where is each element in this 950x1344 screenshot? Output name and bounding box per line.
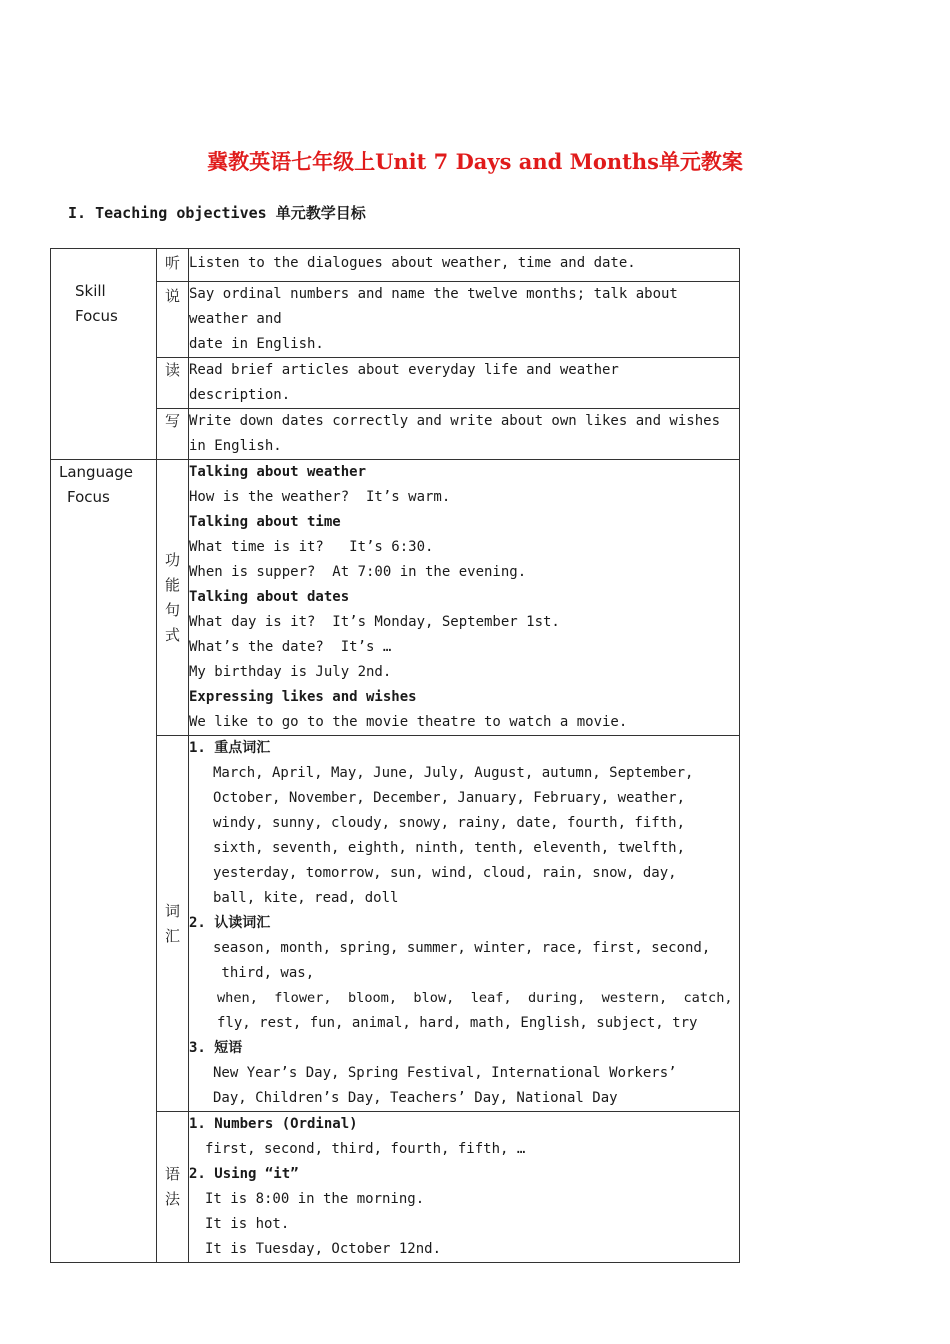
vocab-line: New Year’s Day, Spring Festival, International Workers’ — [213, 1065, 677, 1081]
function-line: What’s the date? It’s … — [189, 639, 392, 655]
skill-content-read — [189, 358, 740, 409]
text-line: Read brief articles about everyday life and weather — [189, 362, 619, 378]
skill-focus-label — [51, 249, 157, 460]
grammar-line: It is hot. — [205, 1216, 290, 1232]
skill-row-listen — [51, 249, 740, 282]
grammar-heading-it: 2. Using “it” — [189, 1166, 299, 1182]
vocab-line: windy, sunny, cloudy, snowy, rainy, date, fourth, fifth, — [213, 815, 686, 831]
text-line: date in English. — [189, 336, 324, 352]
skill-label-line2: Focus — [75, 307, 118, 325]
functions-sub-label: 功 能 句 式 — [157, 460, 189, 736]
vocabulary-sub-label: 词 汇 — [157, 736, 189, 1112]
grammar-line: It is 8:00 in the morning. — [205, 1191, 425, 1207]
language-row-functions — [51, 460, 740, 736]
objectives-table — [50, 248, 740, 1263]
language-label-line2: Focus — [67, 488, 110, 506]
grammar-heading-ordinal: 1. Numbers (Ordinal) — [189, 1116, 358, 1132]
function-line: My birthday is July 2nd. — [189, 664, 392, 680]
vocab-heading-phrases: 3. 短语 — [189, 1040, 243, 1056]
skill-content-speak — [189, 282, 740, 358]
vocab-line: season, month, spring, summer, winter, race, first, second, — [213, 940, 711, 956]
vocab-heading-key: 1. 重点词汇 — [189, 740, 271, 756]
skill-content-write — [189, 409, 740, 460]
vocab-line: October, November, December, January, February, weather, — [213, 790, 686, 806]
skill-sub-speak: 说 — [157, 282, 189, 358]
function-heading: Expressing likes and wishes — [189, 689, 417, 705]
function-heading: Talking about dates — [189, 589, 350, 605]
section-heading: I. Teaching objectives 单元教学目标 — [68, 204, 366, 222]
text-line: in English. — [189, 438, 282, 454]
grammar-line: first, second, third, fourth, fifth, … — [205, 1141, 526, 1157]
function-heading: Talking about weather — [189, 464, 367, 480]
text-line: description. — [189, 387, 291, 403]
document-title: 冀教英语七年级上Unit 7 Days and Months单元教案 — [207, 149, 743, 174]
vocab-line: ball, kite, read, doll — [213, 890, 399, 906]
skill-sub-read: 读 — [157, 358, 189, 409]
function-heading: Talking about time — [189, 514, 341, 530]
function-line: What day is it? It’s Monday, September 1st. — [189, 614, 560, 630]
vocab-heading-read: 2. 认读词汇 — [189, 915, 271, 931]
vocab-line: fly, rest, fun, animal, hard, math, English, subject, try — [217, 1015, 698, 1031]
functions-content — [189, 460, 740, 736]
function-line: What time is it? It’s 6:30. — [189, 539, 434, 555]
text-line: Write down dates correctly and write about own likes and wishes — [189, 413, 721, 429]
grammar-content — [189, 1112, 740, 1263]
function-line: How is the weather? It’s warm. — [189, 489, 451, 505]
vocab-line: Day, Children’s Day, Teachers’ Day, National Day — [213, 1090, 618, 1106]
vocab-line: yesterday, tomorrow, sun, wind, cloud, rain, snow, day, — [213, 865, 677, 881]
grammar-sub-label: 语 法 — [157, 1112, 189, 1263]
skill-content-listen — [189, 249, 740, 282]
vocab-line: March, April, May, June, July, August, autumn, September, — [213, 765, 694, 781]
text-line: weather and — [189, 311, 282, 327]
text-line: Say ordinal numbers and name the twelve months; talk about — [189, 286, 678, 302]
skill-sub-listen: 听 — [157, 249, 189, 282]
vocab-line: when, flower, bloom, blow, leaf, during, western, catch, — [217, 990, 733, 1006]
text-line: Listen to the dialogues about weather, time and date. — [189, 255, 636, 271]
function-line: When is supper? At 7:00 in the evening. — [189, 564, 527, 580]
language-label-line1: Language — [59, 463, 134, 481]
vocab-line: third, was, — [213, 965, 315, 981]
function-line: We like to go to the movie theatre to watch a movie. — [189, 714, 628, 730]
skill-sub-write: 写 — [157, 409, 189, 460]
skill-label-line1: Skill — [75, 282, 106, 300]
language-focus-label — [51, 460, 157, 1263]
vocabulary-content — [189, 736, 740, 1112]
grammar-line: It is Tuesday, October 12nd. — [205, 1241, 442, 1257]
vocab-line: sixth, seventh, eighth, ninth, tenth, eleventh, twelfth, — [213, 840, 686, 856]
